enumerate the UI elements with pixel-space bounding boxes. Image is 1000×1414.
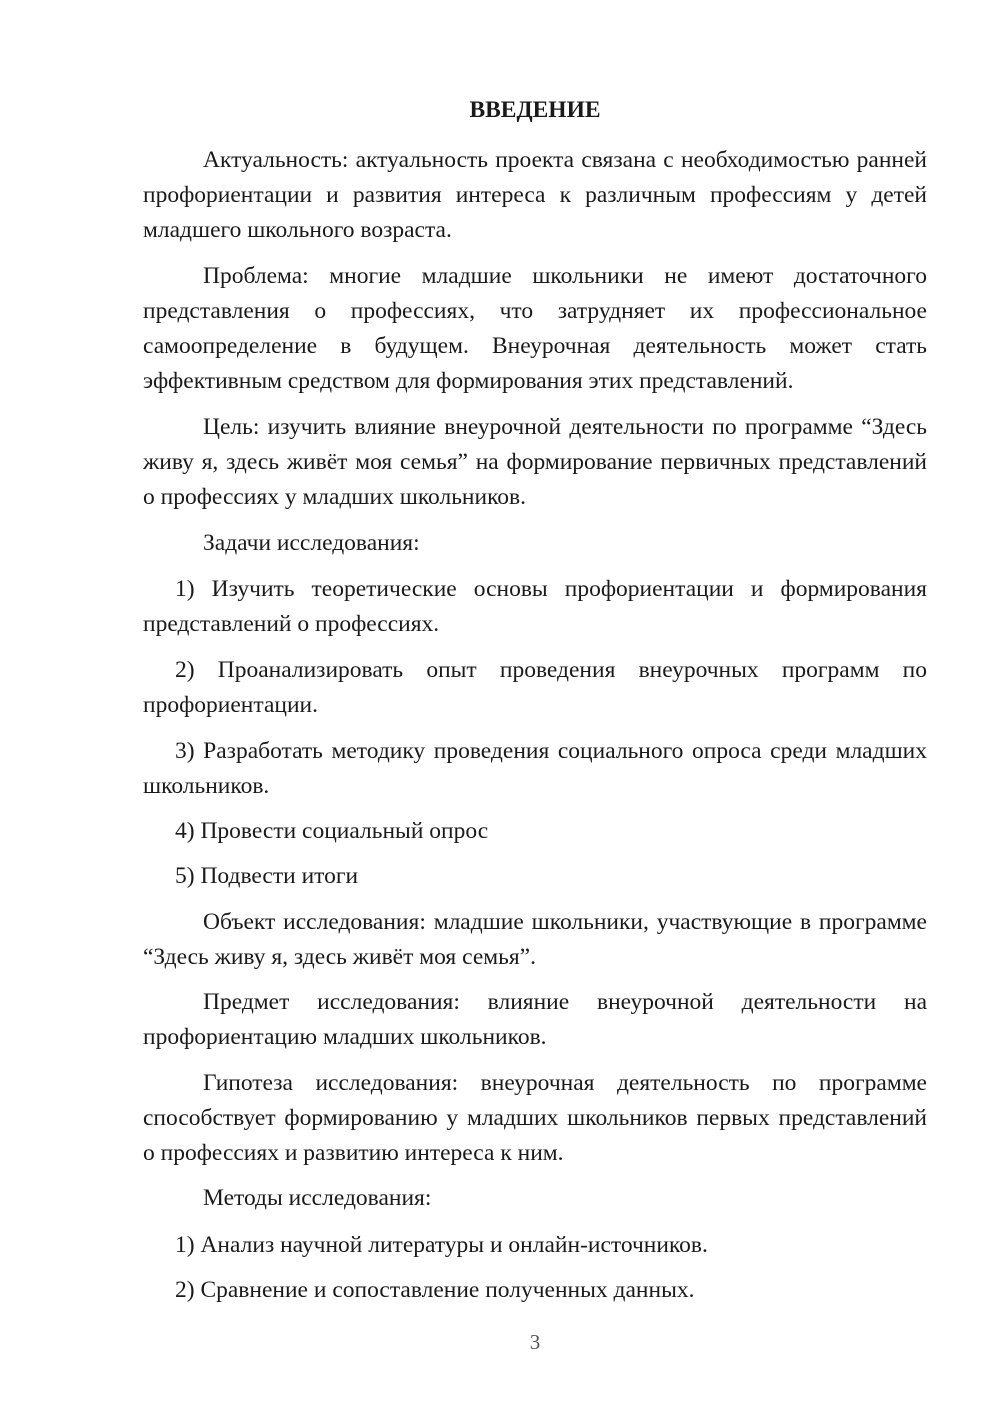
method-item-2: 2) Сравнение и сопоставление полученных данных. — [175, 1277, 695, 1303]
paragraph-tasks-intro: Задачи исследования: — [203, 530, 420, 556]
task-item-5: 5) Подвести итоги — [175, 863, 359, 889]
paragraph-methods-intro: Методы исследования: — [203, 1185, 432, 1211]
task-item-4: 4) Провести социальный опрос — [175, 818, 489, 844]
method-item-1: 1) Анализ научной литературы и онлайн-источников. — [175, 1232, 708, 1258]
section-heading: ВВЕДЕНИЕ — [469, 97, 601, 123]
paragraph-subject: Предмет исследования: влияние внеурочной деятельности на профориентацию младших школьников. — [143, 989, 927, 1050]
paragraph-problem: Проблема: многие младшие школьники не имеют достаточного представления о профессиях, что затрудняет их профессиональное самоопределение в будущем. Внеурочная деятельность может стать эффективным средством для формирования этих представлений. — [143, 263, 927, 394]
paragraph-hypothesis: Гипотеза исследования: внеурочная деятельность по программе способствует формированию у младших школьников первых представлений о профессиях и развитию интереса к ним. — [143, 1070, 927, 1166]
paragraph-object: Объект исследования: младшие школьники, участвующие в программе “Здесь живу я, здесь живёт моя семья”. — [143, 909, 927, 970]
page-number: 3 — [529, 1330, 541, 1354]
paragraph-goal: Цель: изучить влияние внеурочной деятельности по программе “Здесь живу я, здесь живёт моя семья” на формирование первичных представлений о профессиях у младших школьников. — [143, 414, 927, 510]
task-item-3: 3) Разработать методику проведения социального опроса среди младших школьников. — [143, 738, 927, 799]
task-item-1: 1) Изучить теоретические основы профориентации и формирования представлений о профессиях. — [143, 576, 927, 637]
task-item-2: 2) Проанализировать опыт проведения внеурочных программ по профориентации. — [143, 657, 927, 718]
paragraph-relevance: Актуальность: актуальность проекта связана с необходимостью ранней профориентации и развития интереса к различным профессиям у детей младшего школьного возраста. — [143, 147, 927, 243]
